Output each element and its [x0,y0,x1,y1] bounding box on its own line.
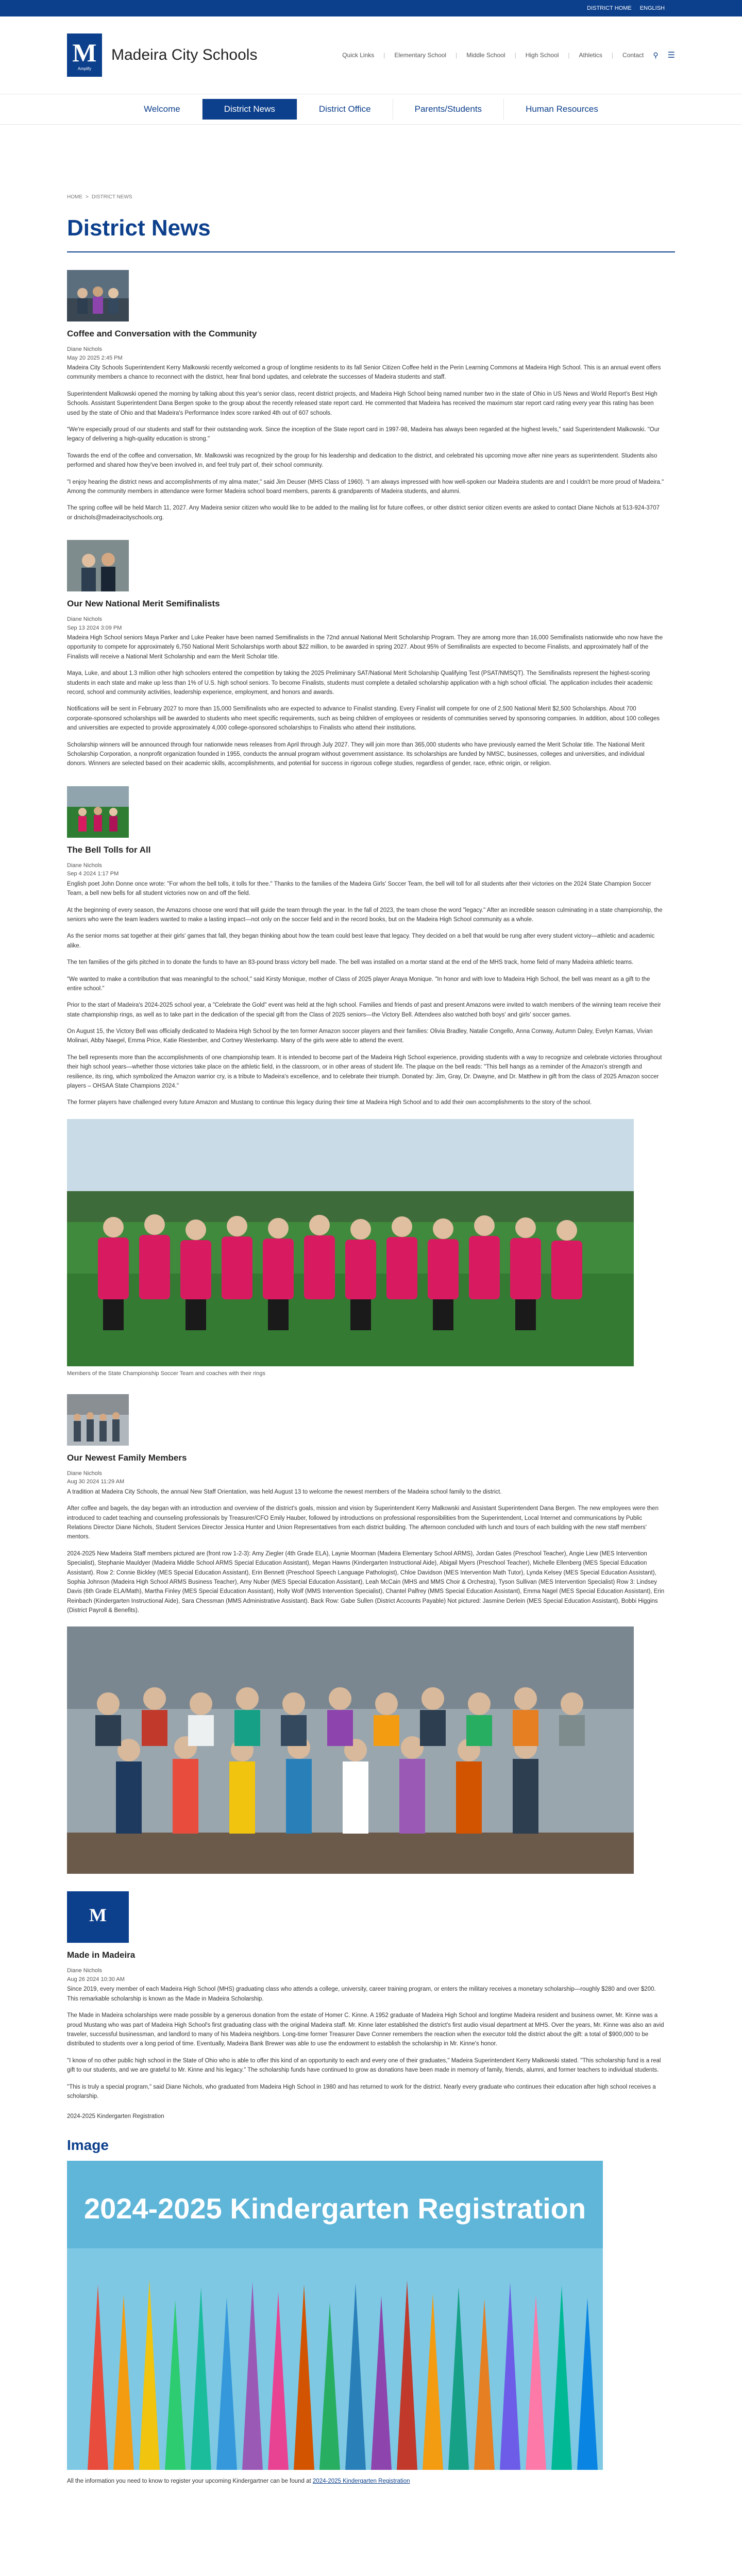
article-byline [67,861,675,878]
news-article [0,1394,742,1874]
article-date: May 20 2025 2:45 PM [67,354,123,361]
article-title[interactable]: The Bell Tolls for All [67,844,151,855]
final-registration-link[interactable]: 2024-2025 Kindergarten Registration [312,2478,410,2485]
article-paragraph: Prior to the start of Madeira's 2024-2025 school year, a "Celebrate the Gold" event was held at the high school. Families and friends of past and present Amazons were invited to watch members of the winning team receive their state championship rings, as well as to take part in the dedication of the special gift from the Class of 2025 seniors—the Victory Bell. Attendees also watched both boys' and girls' soccer games. [67,1002,661,1018]
news-article [0,540,742,769]
top-link-language[interactable]: ENGLISH [639,5,665,11]
article-author: Diane Nichols [67,616,102,623]
banner-text: 2024-2025 Kindergarten Registration [83,2192,586,2225]
article-paragraph: On August 15, the Victory Bell was officially dedicated to Madeira High School by the ten former Amazon soccer players and their families: Olivia Bradley, Natalie Congello, Anna Conway, Autumn Daley, Evelyn Kamas, Vivian Molinari, Abby Naegel, Emma Price, Katie Riestenber, and Cortney Westerkamp. Many of the girls were able to attend the event. [67,1028,653,1044]
article-paragraph: English poet John Donne once wrote: "For whom the bell tolls, it tolls for thee." Thanks to the families of the Madeira Girls' Soccer Team, the bell will toll for all students after their victories on the 2024 State Champion Soccer Team, a bell new bells for all student victories now on and off the field. [67,880,651,897]
new-staff-photo [67,1626,634,1874]
article-date: Aug 30 2024 11:29 AM [67,1479,125,1485]
article-date: Sep 13 2024 3:09 PM [67,624,122,631]
article-paragraph: The Made in Madeira scholarships were made possible by a generous donation from the estate of Homer C. Kinne. A 1952 graduate of Madeira High School and longtime Madeira resident and business owner, Mr. Kinne was a proud Mustang who was part of Madeira High School's first graduating class with the original Madeira staff. Mr. Kinne later established the district's first audio visual department at MHS. Over the years, Mr. Kinne was also an avid traveler, successful businessman, and landlord to many of his Madeira neighbors. Long-time former Treasurer Dave Conner remembers the reaction when the executor told the district about the gift: a total of $900,000 to be distributed to students over a long period of time. Eventually, Madeira Bank Brewer was able to use the endowment to establish the scholarship in Mr. Kinne's honor. [67,2012,664,2047]
divider: | [611,52,614,59]
nav-district-news[interactable]: District News [203,99,297,120]
article-paragraph: The spring coffee will be held March 11, 2027. Any Madeira senior citizen who would like to be added to the mailing list for future coffees, or other district senior citizen events are asked to contact Diane Nichols at 513-924-3707 or dnichols@madeiracityschools.org. [67,505,660,521]
logo-tag: Amplify [77,66,92,71]
utility-links [342,50,675,60]
logo-letter: M [72,38,97,67]
article-paragraph: 2024-2025 New Madeira Staff members pictured are (front row 1-2-3): Amy Ziegler (4th Grade ELA), Laynie Moorman (Madeira Elementary School ARMS), Jordan Gates (Preschool Teacher), Angie Liew (MES Intervention Specialist), Stephanie Mauldyer (Madeira Middle School ARMS Special Education Assistant), Megan Hawns (Kindergarten Instructional Aide), Abigail Myers (Preschool Teacher), Michelle Ellenberg (MES Special Education Assistant). Row 2: Connie Bickley (MES Special Education Assistant), Erin Bennett (Preschool Speech Language Pathologist), Chloe Davidson (MES Intervention Math Tutor), Lynda Kelsey (MES Special Education Assistant), Sophia Johnson (Madeira High School ARMS Business Teacher), Amy Nuber (MES Special Education Assistant), Leah McCain (MHS and MMS Choir & Orchestra), Tyson Sullivan (MES Intervention Specialist) Row 3: Lindsey Davis (6th Grade ELA/Math), Martha Finley (MES Special Education Assistant), Holly Wolf (MMS Intervention Specialist), Chantel Palfrey (MMS Special Education Assistant), Emma Nagel (MES Special Education Assistant), Erin Reinbach (Kindergarten Instructional Aide), Sara Chessman (MMS Administrative Assistant). Back Row: Gabe Sullen (District Accounts Payable) Not pictured: Jasmine Derlein (MES Special Education Assistant), Bobbi Higgins (District Payroll & Benefits). [67,1550,665,1614]
article-paragraph: The bell represents more than the accomplishments of one championship team. It is intended to become part of the Madeira High School experience, providing students with a way to recognize and celebrate victories throughout their high school years—whether those victories take place on the athletic field, in the classroom, or in other areas of student life. The plaque on the bell reads: "This bell hangs as a reminder of the Amazon's strength and resilience, its ring, which symbolized the Amazon warrior cry, is a tribute to Madeira's excellence, and to celebrate their triumph. Donated by: Jim, Gray, Dr. Dwayne, and Dr. Matthew in gift from the class of 2025 Amazon soccer players – OHSAA State Champions 2024." [67,1054,662,1090]
article-paragraph: Maya, Luke, and about 1.3 million other high schoolers entered the competition by taking the 2025 Preliminary SAT/National Merit Scholarship Qualifying Test (PSAT/NMSQT). The Semifinalists represent the highest-scoring students in each state and make up less than 1% of U.S. high school seniors. To become Finalists, students must complete a detailed scholarship application with a high school official. The application includes their academic record, school and community activities, leadership experience, employment, and honors and awards. [67,670,653,696]
article-paragraph: Towards the end of the coffee and conversation, Mr. Malkowski was recognized by the group for his leadership and dedication to the district, and celebrated his upcoming move after nine years as superintendent. Students also performed and shared how they've been involved in, and feel truly part of, their school community. [67,452,657,469]
article-paragraph: "This is truly a special program," said Diane Nichols, who graduated from Madeira High School in 1980 and has returned to work for the district. Nearly every graduate who continues their education after high school receives a scholarship. [67,2083,656,2099]
kindergarten-registration-link[interactable]: 2024-2025 Kindergarten Registration [67,2113,164,2120]
article-title[interactable]: Coffee and Conversation with the Community [67,329,257,338]
top-link-district-home[interactable]: DISTRICT HOME [587,5,632,11]
nav-welcome[interactable]: Welcome [122,99,203,120]
logo-mark [67,33,102,77]
nav-district-office[interactable]: District Office [297,99,393,120]
article-thumbnail[interactable] [67,540,129,591]
article-paragraph: "I enjoy hearing the district news and accomplishments of my alma mater," said Jim Deuser (MHS Class of 1960). "I am always impressed with how well-spoken our Madeira students are and I couldn't be more proud of Madeira." Among the community members in attendance were former Madeira school board members, parents & grandparents of Madeira students, and alumni. [67,479,664,495]
article-byline [67,345,675,362]
article-paragraph: Superintendent Malkowski opened the morning by talking about this year's senior class, recent district projects, and Madeira High School being named number two in the state of Ohio in US News and World Report's Best High Schools. Assistant Superintendent Dana Bergen spoke to the group about the recently released state report card. He commented that Madeira has received the maximum star report card rating every year this rating has been used by the state of Ohio and that Madeira's Performance Index score ranked 4th out of 607 schools. [67,391,657,416]
kindergarten-banner[interactable] [67,2161,603,2470]
page-title: District News [67,215,211,241]
article-byline [67,1967,675,1984]
article-thumbnail[interactable] [67,786,129,838]
article-thumbnail[interactable] [67,1394,129,1446]
article-paragraph: Notifications will be sent in February 2027 to more than 15,000 Semifinalists who are expected to advance to Finalist standing. Every Finalist will compete for one of 2,500 National Merit $2,500 Scholarships. About 700 corporate-sponsored scholarships will be awarded to students who meet specific requirements, such as being children of employees or residents of communities served by sponsoring companies. In addition, about 100 colleges and universities are expected to provide approximately 4,000 college-sponsored scholarships to Finalists who attend their institutions. [67,706,660,732]
breadcrumb-separator: > [86,194,89,200]
news-article [0,1891,742,2120]
article-paragraph: "We wanted to make a contribution that was meaningful to the school," said Kirsty Monique, mother of Class of 2025 player Anaya Monique. "In honor and with love to Madeira High School, the bell was meant as a gift to the entire school." [67,976,650,992]
divider: | [383,52,385,59]
article-paragraph: Madeira High School seniors Maya Parker and Luke Peaker have been named Semifinalists in the 72nd annual National Merit Scholarship Program. They are among more than 16,000 Semifinalists nationwide who now have the opportunity to compete for approximately 6,750 National Merit Scholarships worth about $22 million, to be awarded in spring 2027. About 95% of Semifinalists are expected to become Finalists, and approximately half of the Finalists will receive a National Merit Scholarship and earn the Merit Scholar title. [67,635,663,660]
divider: | [514,52,516,59]
menu-icon[interactable]: ☰ [667,51,675,60]
top-utility-bar [0,0,742,16]
final-text: All the information you need to know to register your upcoming Kindergartner can be found at [67,2478,311,2485]
svg-text:M: M [89,1905,107,1926]
article-author: Diane Nichols [67,1968,102,1974]
article-paragraph: Scholarship winners will be announced through four nationwide news releases from April through July 2027. They will join more than 365,000 students who have previously earned the Merit Scholar title. The National Merit Scholarship Corporation, a nonprofit organization founded in 1955, conducts the annual program without government assistance. Its scholarships are funded by NMSC, businesses, colleges and universities, and individual donors. Winners are selected based on their academic skills, accomplishments, and potential for success in rigorous college studies, regardless of gender, race, ethnic origin, or religion. [67,741,645,767]
article-thumbnail[interactable] [67,1891,129,1943]
article-paragraph: After coffee and bagels, the day began with an introduction and overview of the district's goals, mission and vision by Superintendent Kerry Malkowski and Assistant Superintendent Dana Bergen. The new employees were then introduced to cadet teaching and counseling professionals by Treasurer/CFO Emily Hauber, followed by introductions on professional responsibilities from the Superintendent, Local Internet and communications by Public Relations Director Diane Nichols, Student Services Director Jessica Hunter and Union Representatives from each district building. The afternoon concluded with lunch and tours of each building with the new staff members' mentors. [67,1505,659,1540]
contact-link[interactable]: Contact [622,52,644,59]
photo-caption: Members of the State Championship Soccer Team and coaches with their rings [67,1370,265,1377]
athletics-link[interactable]: Athletics [579,52,602,59]
image-section [0,2137,742,2484]
breadcrumb [0,125,742,200]
title-divider [67,251,675,252]
article-date: Aug 26 2024 10:30 AM [67,1976,125,1982]
article-paragraph: As the senior moms sat together at their girls' games that fall, they began thinking about how the team could best leave that legacy. They decided on a bell that would be rung after every student victory—athletic and academic alike. [67,933,655,949]
soccer-team-photo [67,1119,634,1366]
article-author: Diane Nichols [67,346,102,352]
article-paragraph: Since 2019, every member of each Madeira High School (MHS) graduating class who attends a college, university, career training program, or enters the military receives a monetary scholarship—roughly $280 and over $200. This remarkable scholarship is known as the Made in Madeira Scholarship. [67,1986,656,2002]
quick-links-link[interactable]: Quick Links [342,52,375,59]
article-paragraph: Madeira City Schools Superintendent Kerry Malkowski recently welcomed a group of longtime residents to its fall Senior Citizen Coffee held in the Perin Learning Commons at Madeira High School. This is an annual event offers community members a chance to reconnect with the district, hear final bond updates, and celebrate the successes of Madeira students and staff. [67,365,661,381]
article-paragraph: A tradition at Madeira City Schools, the annual New Staff Orientation, was held August 13 to welcome the newest members of the Madeira school family to the district. [67,1488,502,1495]
news-article [0,270,742,522]
article-paragraph: The former players have challenged every future Amazon and Mustang to continue this legacy during their time at Madeira High School and to add their own accomplishments to the story of the school. [67,1099,592,1106]
article-byline [67,1469,675,1486]
nav-parents-students[interactable]: Parents/Students [393,99,504,120]
article-paragraph: "We're especially proud of our students and staff for their outstanding work. Since the inception of the State report card in 1997-98, Madeira has always been regarded at the highest levels," said Superintendent Malkowski. "Our legacy of delivering a high-quality education is strong." [67,426,660,443]
high-school-link[interactable]: High School [525,52,559,59]
article-paragraph: "I know of no other public high school in the State of Ohio who is able to offer this kind of an opportunity to each and every one of their graduates," Madeira Superintendent Kerry Malkowski stated. "This scholarship fund is a real gift to our students, and we are grateful to Mr. Kinne and his legacy." The scholarship funds have continued to grow as donations have been made in memory of family, friends, alumni, and former teachers to individual students. [67,2057,661,2074]
article-byline [67,615,675,632]
divider: | [456,52,458,59]
main-navigation [0,94,742,125]
article-title[interactable]: Made in Madeira [67,1950,136,1960]
article-title[interactable]: Our Newest Family Members [67,1452,187,1463]
article-author: Diane Nichols [67,1470,102,1477]
search-icon[interactable]: ⚲ [653,50,659,59]
school-name: Madeira City Schools [111,46,258,63]
breadcrumb-current: DISTRICT NEWS [91,194,132,200]
district-logo[interactable] [67,33,257,77]
news-article [0,786,742,1377]
image-section-heading: Image [67,2137,109,2154]
middle-school-link[interactable]: Middle School [466,52,505,59]
breadcrumb-home[interactable]: HOME [67,194,82,200]
article-title[interactable]: Our New National Merit Semifinalists [67,599,220,609]
elementary-link[interactable]: Elementary School [394,52,447,59]
article-paragraph: The ten families of the girls pitched in to donate the funds to have an 83-pound brass victory bell made. The bell was installed on a mortar stand at the end of the MHS track, home field of many Madeira athletic teams. [67,959,634,966]
article-author: Diane Nichols [67,862,102,869]
article-thumbnail[interactable] [67,270,129,321]
divider: | [568,52,570,59]
article-paragraph: At the beginning of every season, the Amazons choose one word that will guide the team through the year. In the fall of 2023, the team chose the word "legacy." After an incredible season culminating in a state championship, the seniors who were the team leaders wanted to make a lasting impact—not only on the soccer field and in the record books, but on the Madeira High School community as a whole. [67,907,663,923]
site-header [0,16,742,94]
nav-human-resources[interactable]: Human Resources [526,104,598,114]
article-date: Sep 4 2024 1:17 PM [67,871,119,877]
final-line [67,2478,675,2484]
